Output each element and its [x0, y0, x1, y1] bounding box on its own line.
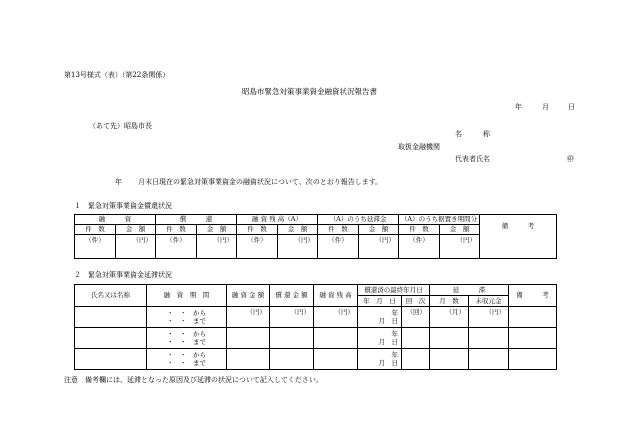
period-from-label: から	[193, 351, 206, 359]
table-row	[75, 307, 557, 328]
period-to-label: まで	[193, 359, 206, 367]
sub-amount: 金 額	[278, 225, 318, 235]
header-period: 融 資 期 間	[147, 285, 227, 307]
loan-cell	[227, 349, 270, 370]
sub-times: 回 次	[402, 296, 430, 307]
unit-times: （回）	[402, 307, 430, 328]
section1-heading: １ 緊急対策事業資金償還状況	[74, 202, 172, 210]
date-year: 年	[515, 103, 522, 111]
sub-months: 月 数	[430, 296, 469, 307]
period-from-dots: ・ ・	[167, 330, 187, 338]
header-repay-amount: 償 還 金 額	[270, 285, 314, 307]
date-month-day: 月 日	[378, 338, 398, 346]
sub-count: 件 数	[237, 225, 278, 235]
unit-yen: （円）	[197, 235, 237, 259]
remarks-cell	[509, 328, 557, 349]
sub-unpaid: 未収元金	[469, 296, 509, 307]
months-cell	[430, 328, 469, 349]
unit-count: （件）	[237, 235, 278, 259]
repay-cell	[270, 328, 314, 349]
remarks-cell	[509, 307, 557, 328]
seal-mark: ㊞	[567, 155, 574, 163]
period-to-dots: ・ ・	[167, 338, 187, 346]
page-title: 昭島市緊急対策事業資金融資状況報告書	[242, 87, 377, 96]
date-cell	[358, 349, 402, 370]
form-number: 第13号様式（表）（第22条関係）	[64, 71, 170, 79]
header-name: 氏名又は名称	[75, 285, 147, 307]
sender-name-label: 名 称	[455, 130, 490, 138]
sub-ymd: 年 月 日	[358, 296, 402, 307]
unpaid-cell	[469, 328, 509, 349]
date-month-day: 月 日	[378, 317, 398, 325]
repay-cell	[270, 349, 314, 370]
header-delay: 延 滞	[430, 285, 509, 296]
period-cell	[147, 328, 227, 349]
period-cell	[147, 307, 227, 328]
unit-yen: （円）	[270, 307, 314, 328]
addressee: （あて先）昭島市長	[89, 122, 152, 130]
unit-yen: （円）	[359, 235, 399, 259]
sub-amount: 金 額	[440, 225, 480, 235]
times-cell	[402, 349, 430, 370]
sender-institution: 取扱金融機関	[398, 143, 440, 151]
remarks-cell	[509, 349, 557, 370]
sub-amount: 金 額	[359, 225, 399, 235]
balance-cell	[314, 328, 358, 349]
times-cell	[402, 328, 430, 349]
sub-count: 件 数	[399, 225, 440, 235]
unit-yen: （円）	[278, 235, 318, 259]
header-overdue: （A）のうち延滞金	[318, 215, 399, 225]
sub-count: 件 数	[318, 225, 359, 235]
balance-cell	[314, 349, 358, 370]
header-deferred: （A）のうち据置き期間分	[399, 215, 480, 225]
period-from-label: から	[193, 309, 206, 317]
period-to-label: まで	[193, 338, 206, 346]
months-cell	[430, 349, 469, 370]
date-month: 月	[542, 103, 549, 111]
date-day: 日	[568, 103, 575, 111]
unit-yen: （円）	[227, 307, 270, 328]
unit-count: （件）	[75, 235, 116, 259]
intro-year: 年	[115, 178, 122, 186]
note: 注意 備考欄には、延滞となった原因及び延滞の状況について記入してください。	[64, 376, 323, 384]
unit-yen: （円）	[314, 307, 358, 328]
period-from-label: から	[193, 330, 206, 338]
date-cell	[358, 328, 402, 349]
unit-months: （月）	[430, 307, 469, 328]
date-cell	[358, 307, 402, 328]
loan-cell	[227, 328, 270, 349]
header-remarks: 備 考	[480, 215, 557, 259]
sub-count: 件 数	[75, 225, 116, 235]
header-balance: 融 資 残 高（A）	[237, 215, 318, 225]
header-last-date: 償還済の最終年月日	[358, 285, 430, 296]
section2-heading: ２ 緊急対策事業資金延滞状況	[74, 271, 172, 279]
header-loan-amount: 融 資 金 額	[227, 285, 270, 307]
unit-yen: （円）	[469, 307, 509, 328]
date-year: 年	[391, 309, 398, 317]
name-cell	[75, 328, 147, 349]
unit-yen: （円）	[116, 235, 156, 259]
sender-rep-label: 代表者氏名	[455, 155, 490, 163]
period-cell	[147, 349, 227, 370]
sub-amount: 金 額	[197, 225, 237, 235]
unpaid-cell	[469, 349, 509, 370]
date-year: 年	[391, 351, 398, 359]
period-from-dots: ・ ・	[167, 309, 187, 317]
name-cell	[75, 307, 147, 328]
date-month-day: 月 日	[378, 359, 398, 367]
table-row	[75, 328, 557, 349]
sub-count: 件 数	[156, 225, 197, 235]
date-year: 年	[391, 330, 398, 338]
repayment-table	[74, 214, 557, 259]
sub-amount: 金 額	[116, 225, 156, 235]
name-cell	[75, 349, 147, 370]
unit-count: （件）	[399, 235, 440, 259]
header-repayment: 償 還	[156, 215, 237, 225]
overdue-table	[74, 284, 557, 370]
period-to-dots: ・ ・	[167, 317, 187, 325]
table-row	[75, 349, 557, 370]
header-loan: 融 資	[75, 215, 156, 225]
unit-count: （件）	[318, 235, 359, 259]
unit-yen: （円）	[440, 235, 480, 259]
unit-count: （件）	[156, 235, 197, 259]
period-to-dots: ・ ・	[167, 359, 187, 367]
header-balance: 融 資 残 高	[314, 285, 358, 307]
period-to-label: まで	[193, 317, 206, 325]
intro-text: 月末日現在の緊急対策事業資金の融資状況について、次のとおり報告します。	[138, 178, 383, 186]
period-from-dots: ・ ・	[167, 351, 187, 359]
header-remarks: 備 考	[509, 285, 557, 307]
